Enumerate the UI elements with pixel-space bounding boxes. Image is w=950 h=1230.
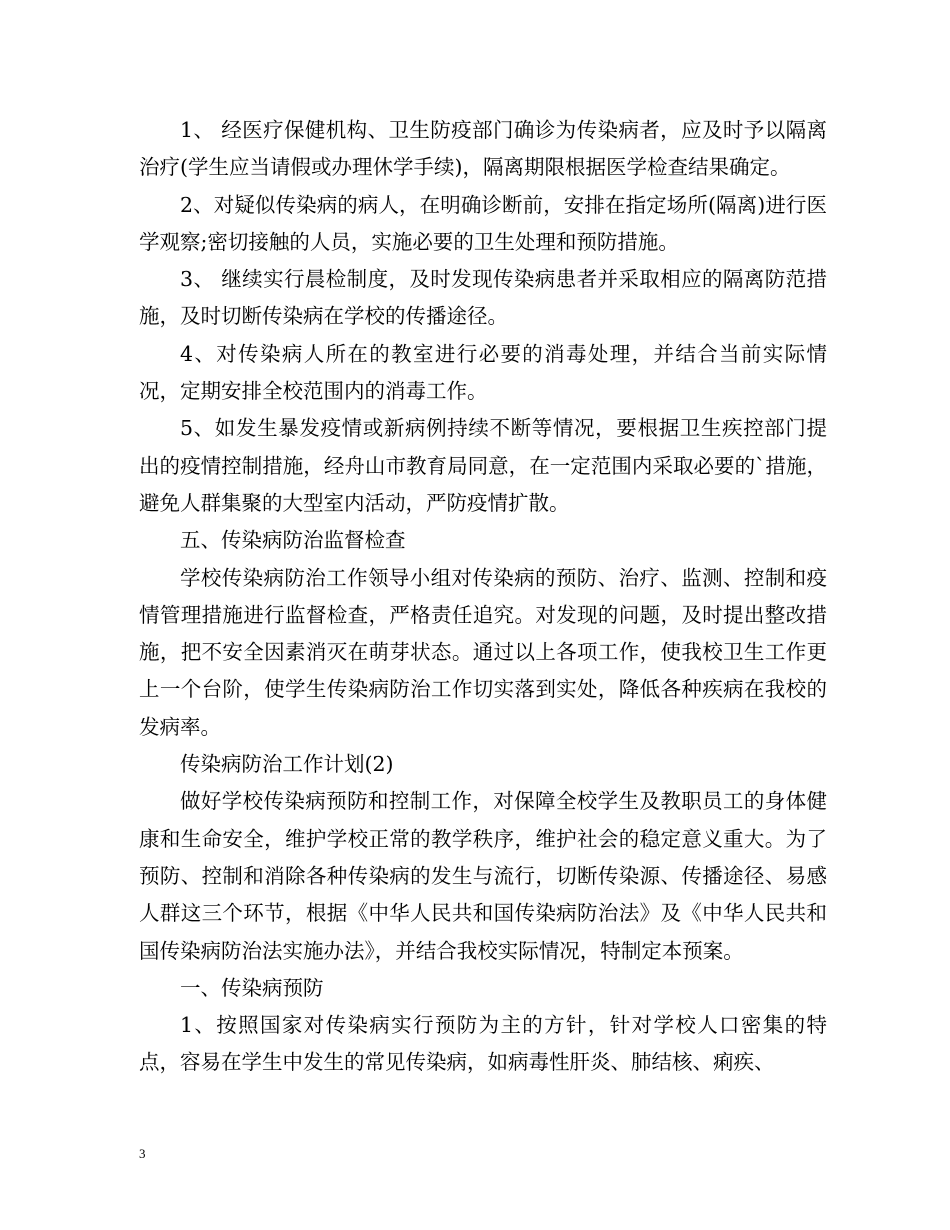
paragraph-isolation-treatment: 1、 经医疗保健机构、卫生防疫部门确诊为传染病者，应及时予以隔离治疗(学生应当请假或办理休学手续)，隔离期限根据医学检查结果确定。: [139, 118, 827, 180]
paragraph-suspected-cases: 2、对疑似传染病的病人，在明确诊断前，安排在指定场所(隔离)进行医学观察;密切接触的人员，实施必要的卫生处理和预防措施。: [139, 192, 827, 254]
page-number: 3: [139, 1146, 146, 1161]
document-body: [139, 112, 827, 1082]
paragraph-prevention-policy: 1、按照国家对传染病实行预防为主的方针，针对学校人口密集的特点，容易在学生中发生的常见传染病，如病毒性肝炎、肺结核、痢疾、: [139, 1013, 827, 1075]
paragraph-disinfection: 4、对传染病人所在的教室进行必要的消毒处理，并结合当前实际情况，定期安排全校范围内的消毒工作。: [139, 341, 827, 404]
section-heading-prevention: 一、传染病预防: [180, 975, 324, 1000]
paragraph-introduction: 做好学校传染病预防和控制工作，对保障全校学生及教职员工的身体健康和生命安全，维护学校正常的教学秩序，维护社会的稳定意义重大。为了预防、控制和消除各种传染病的发生与流行，切断传染源、传播途径、易感人群这三个环节，根据《中华人民共和国传染病防治法》及《中华人民共和国传染病防治法实施办法》，并结合我校实际情况，特制定本预案。: [139, 789, 827, 963]
section-heading-supervision: 五、传染病防治监督检查: [180, 528, 406, 553]
paragraph-outbreak-measures: 5、如发生暴发疫情或新病例持续不断等情况，要根据卫生疾控部门提出的疫情控制措施，经舟山市教育局同意，在一定范围内采取必要的`措施，避免人群集聚的大型室内活动，严防疫情扩散。: [139, 416, 827, 515]
plan-title-2: 传染病防治工作计划(2): [180, 752, 394, 777]
paragraph-morning-check: 3、 继续实行晨检制度，及时发现传染病患者并采取相应的隔离防范措施，及时切断传染病在学校的传播途径。: [139, 267, 827, 329]
paragraph-supervision: 学校传染病防治工作领导小组对传染病的预防、治疗、监测、控制和疫情管理措施进行监督检查，严格责任追究。对发现的问题，及时提出整改措施，把不安全因素消灭在萌芽状态。通过以上各项工作，使我校卫生工作更上一个台阶，使学生传染病防治工作切实落到实处，降低各种疾病在我校的发病率。: [139, 565, 827, 739]
